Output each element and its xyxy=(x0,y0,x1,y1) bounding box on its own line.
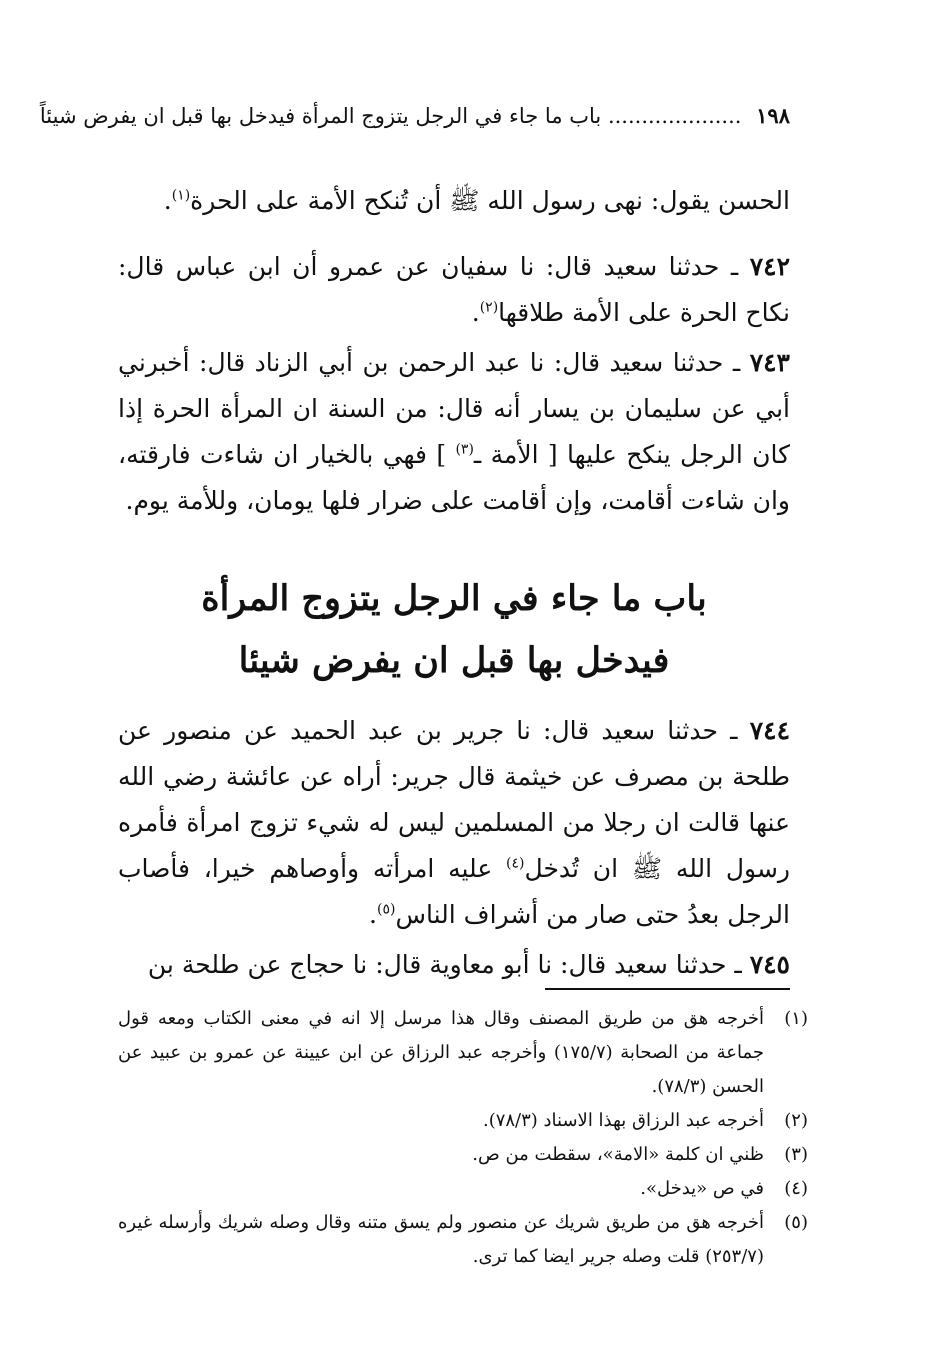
footnote-separator xyxy=(545,988,790,990)
footnote-number: (٣) xyxy=(784,1144,808,1165)
hadith-745: ٧٤٥ ـ حدثنا سعيد قال: نا أبو معاوية قال: نا حجاج عن طلحة بن xyxy=(147,950,790,979)
footnote-text: أخرجه هق من طريق شريك عن منصور ولم يسق متنه وقال وصله شريك وأرسله غيره (٢٥٣/٧) قلت وصله جرير ايضا كما ترى. xyxy=(118,1212,764,1267)
chapter-title-line-1: باب ما جاء في الرجل يتزوج المرأة xyxy=(201,578,707,619)
footnotes xyxy=(118,1002,808,1274)
footnote-ref: (٥) xyxy=(377,901,396,918)
footnote-2 xyxy=(118,1104,808,1138)
footnote-ref: (٣) xyxy=(455,441,474,458)
footnote-text: ظني ان كلمة «الامة»، سقطت من ص. xyxy=(472,1144,764,1165)
paragraph-text: حدثنا سعيد قال: نا سفيان عن عمرو أن ابن عباس قال: نكاح الحرة على الأمة طلاقها xyxy=(118,252,790,327)
footnote-number: (٥) xyxy=(784,1212,808,1233)
running-head-dots: .................... xyxy=(607,104,742,128)
footnote-5 xyxy=(118,1206,808,1274)
footnote-text: في ص «يدخل». xyxy=(640,1178,764,1199)
footnote-ref: (٤) xyxy=(506,855,525,872)
footnote-text: أخرجه عبد الرزاق بهذا الاسناد (٧٨/٣). xyxy=(482,1110,764,1131)
paragraph-end: . xyxy=(163,186,172,215)
paragraph-text: الحسن يقول: نهى رسول الله ﷺ أن تُنكح الأمة على الحرة xyxy=(190,186,790,215)
hadith-number: ٧٤٣ xyxy=(749,348,790,377)
footnote-text: أخرجه هق من طريق المصنف وقال هذا مرسل إلا انه في معنى الكتاب ومعه قول جماعة من الصحابة (١٧٥/٧) وأخرجه عبد الرزاق عن ابن عيينة عن عمرو بن عبيد عن الحسن (٧٨/٣). xyxy=(118,1008,764,1097)
chapter-title-line-2: فيدخل بها قبل ان يفرض شيئا xyxy=(238,640,670,681)
paragraph-text: حدثنا سعيد قال: نا عبد الرحمن بن أبي الزناد قال: أخبرني أبي عن سليمان بن يسار أنه قال: من السنة ان المرأة الحرة إذا كان الرجل ينكح عليها [ الأمة ـ xyxy=(118,348,790,469)
paragraph-text: حدثنا سعيد قال: نا أبو معاوية قال: نا حجاج عن طلحة بن xyxy=(147,950,727,979)
paragraph-end: . xyxy=(471,298,480,327)
paragraph-end: . xyxy=(369,900,377,929)
paragraph-end: . xyxy=(125,486,134,515)
hadith-number: ٧٤٥ xyxy=(749,950,790,979)
page-number: ١٩٨ xyxy=(756,103,790,128)
paragraph-text-cont: عليه امرأته وأوصاهم خيرا، فأصاب الرجل بعدُ حتى صار من أشراف الناس xyxy=(118,854,790,929)
footnote-number: (١) xyxy=(784,1008,808,1029)
paragraph-continuation xyxy=(118,178,790,224)
paragraph-text: حدثنا سعيد قال: نا جرير بن عبد الحميد عن منصور عن طلحة بن مصرف عن خيثمة قال جرير: أراه عن عائشة رضي الله عنها قالت ان رجلا من المسلمين ليس له شيء تزوج امرأة فأمره رسول الله ﷺ ان تُدخل xyxy=(118,716,790,883)
footnote-number: (٢) xyxy=(784,1110,808,1131)
footnote-4 xyxy=(118,1172,808,1206)
footnote-ref: (١) xyxy=(171,187,191,204)
hadith-743: ٧٤٣ ـ حدثنا سعيد قال: نا عبد الرحمن بن أبي الزناد قال: أخبرني أبي عن سليمان بن يسار أنه قال: من السنة ان المرأة الحرة إذا كان الرجل ينكح عليها [ الأمة ـ$^{(٣)}$ ] فهي بالخيار ان شاءت فارقته، وان شاءت أقامت، وإن أقامت على ضرار فلها يومان، وللأمة يوم. xyxy=(118,348,790,515)
footnote-3 xyxy=(118,1138,808,1172)
hadith-number: ٧٤٢ xyxy=(749,252,791,281)
paragraph-text-cont: ] فهي بالخيار ان شاءت فارقته، وان شاءت أقامت، وإن أقامت على ضرار فلها يومان، وللأمة يوم xyxy=(118,440,790,515)
footnote-number: (٤) xyxy=(784,1178,808,1199)
hadith-744: ٧٤٤ ـ حدثنا سعيد قال: نا جرير بن عبد الحميد عن منصور عن طلحة بن مصرف عن خيثمة قال جرير: أراه عن عائشة رضي الله عنها قالت ان رجلا من المسلمين ليس له شيء تزوج امرأة فأمره رسول الله ﷺ ان تُدخل$^{(٤)}$ عليه امرأته وأوصاهم خيرا، فأصاب الرجل بعدُ حتى صار من أشراف الناس$^{(٥)}$. xyxy=(118,716,791,929)
footnote-ref: (٢) xyxy=(479,299,499,316)
hadith-742: ٧٤٢ ـ حدثنا سعيد قال: نا سفيان عن عمرو أن ابن عباس قال: نكاح الحرة على الأمة طلاقها$^{(٢)}$. xyxy=(118,252,791,327)
running-head-title: باب ما جاء في الرجل يتزوج المرأة فيدخل بها قبل ان يفرض شيئاً xyxy=(39,104,602,128)
footnote-1 xyxy=(118,1002,808,1104)
running-head xyxy=(39,100,790,132)
hadith-number: ٧٤٤ xyxy=(749,716,791,745)
chapter-title xyxy=(118,568,790,692)
